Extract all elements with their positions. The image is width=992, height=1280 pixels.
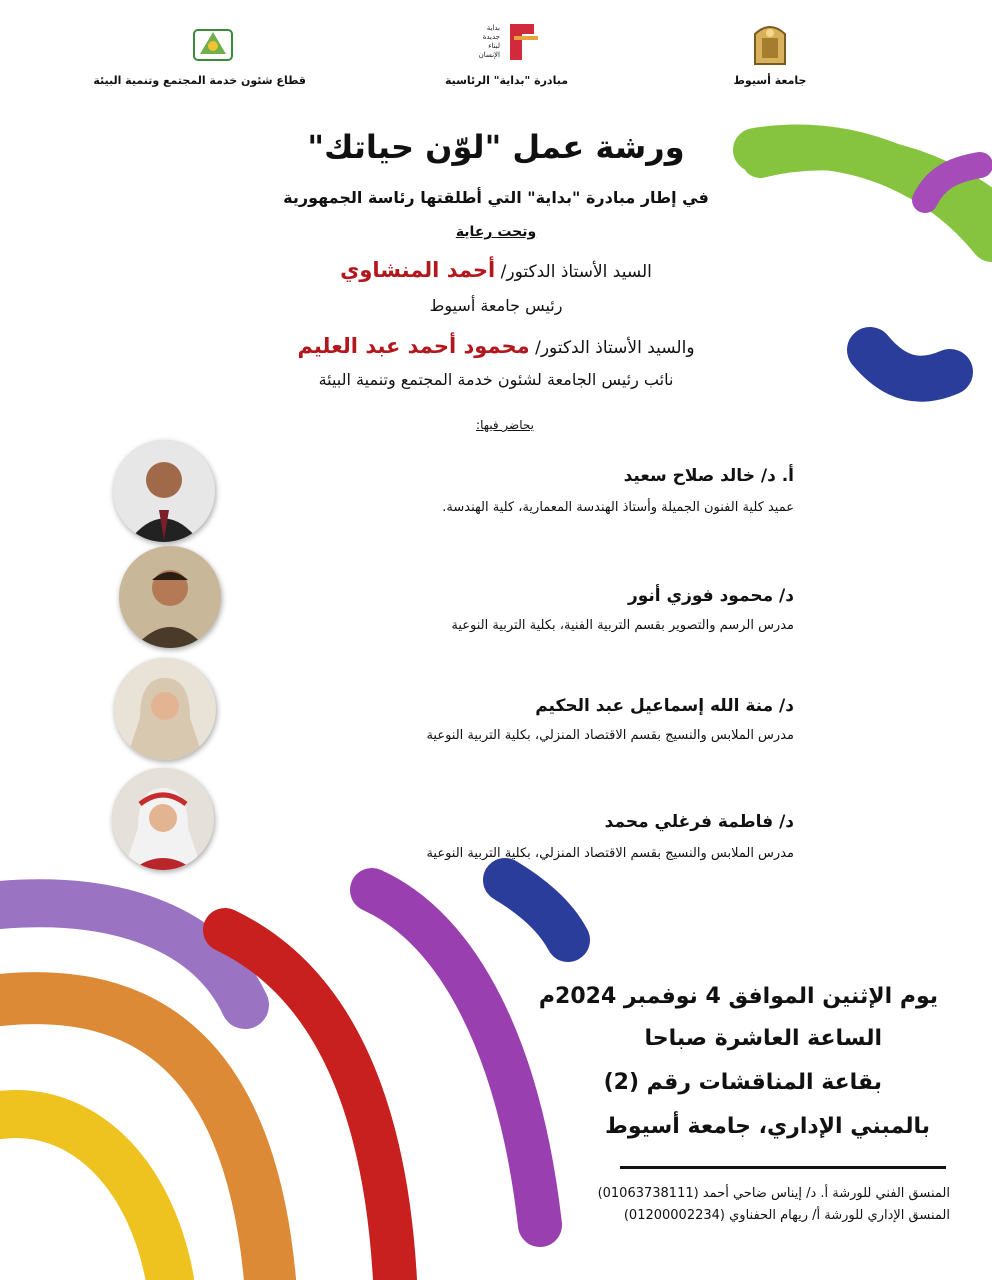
bidaya-logo-text-2: جديدة — [482, 33, 500, 41]
patron-1-name: أحمد المنشاوي — [340, 258, 496, 282]
bidaya-logo-text-1: بداية — [486, 24, 500, 32]
speaker-4-desc: مدرس الملابس والنسيج بقسم الاقتصاد المنزلي، بكلية التربية النوعية — [426, 846, 794, 861]
center-logo-caption: مبادرة "بداية" الرئاسية — [444, 74, 568, 87]
community-sector-logo — [192, 24, 234, 64]
technical-coordinator: المنسق الفني للورشة أ. د/ إيناس ضاحي أحمد (01063738111) — [597, 1186, 950, 1201]
speaker-4-name: د/ فاطمة فرغلي محمد — [604, 812, 794, 832]
workshop-title: ورشة عمل "لوّن حياتك" — [307, 128, 685, 166]
speaker-2-avatar — [119, 546, 221, 648]
patron-2-line — [0, 334, 992, 358]
left-logo-caption: قطاع شئون خدمة المجتمع وتنمية البيئة — [93, 74, 306, 87]
speaker-3-desc: مدرس الملابس والنسيج بقسم الاقتصاد المنزلي، بكلية التربية النوعية — [426, 728, 794, 743]
speaker-3-avatar — [114, 658, 216, 760]
speaker-2-desc: مدرس الرسم والتصوير بقسم التربية الفنية، بكلية التربية النوعية — [451, 618, 794, 633]
event-hall: بقاعة المناقشات رقم (2) — [603, 1070, 882, 1095]
bidaya-logo — [470, 20, 540, 64]
initiative-subtitle: في إطار مبادرة "بداية" التي أطلقتها رئاسة الجمهورية — [283, 188, 709, 207]
speaker-4-avatar — [112, 768, 214, 870]
lecturers-label: يحاضر فيها: — [476, 418, 534, 432]
bidaya-logo-text-4: الإنسان — [478, 51, 500, 59]
patron-1-prefix: السيد الأستاذ الدكتور/ — [495, 262, 652, 282]
administrative-coordinator: المنسق الإداري للورشة أ/ ريهام الحفناوي (01200002234) — [623, 1208, 950, 1223]
speaker-1-avatar — [113, 440, 215, 542]
patron-2-name: محمود أحمد عبد العليم — [297, 334, 530, 358]
patron-2-role: نائب رئيس الجامعة لشئون خدمة المجتمع وتنمية البيئة — [318, 370, 674, 389]
event-time: الساعة العاشرة صباحا — [644, 1026, 882, 1051]
assiut-university-logo — [752, 20, 788, 66]
bidaya-logo-text-3: لبناء — [488, 42, 500, 50]
speaker-1-name: أ. د/ خالد صلاح سعيد — [623, 466, 794, 486]
under-patronage — [0, 224, 992, 240]
under-patronage-text: وتحت رعاية — [455, 224, 537, 240]
patron-1-role: رئيس جامعة أسيوط — [429, 296, 563, 315]
yellow-arc — [0, 1114, 170, 1280]
divider-line — [620, 1166, 946, 1169]
speaker-3-name: د/ منة الله إسماعيل عبد الحكيم — [535, 696, 794, 716]
right-logo-caption: جامعة أسيوط — [733, 74, 807, 87]
patron-1-line — [0, 258, 992, 282]
speaker-2-name: د/ محمود فوزي أنور — [627, 586, 794, 606]
speaker-1-desc: عميد كلية الفنون الجميلة وأستاذ الهندسة المعمارية، كلية الهندسة. — [442, 500, 794, 515]
event-date: يوم الإثنين الموافق 4 نوفمبر 2024م — [538, 984, 938, 1009]
event-place: بالمبني الإداري، جامعة أسيوط — [605, 1114, 930, 1139]
patron-2-prefix: والسيد الأستاذ الدكتور/ — [529, 338, 695, 358]
navy-arc-bottom — [505, 880, 568, 940]
